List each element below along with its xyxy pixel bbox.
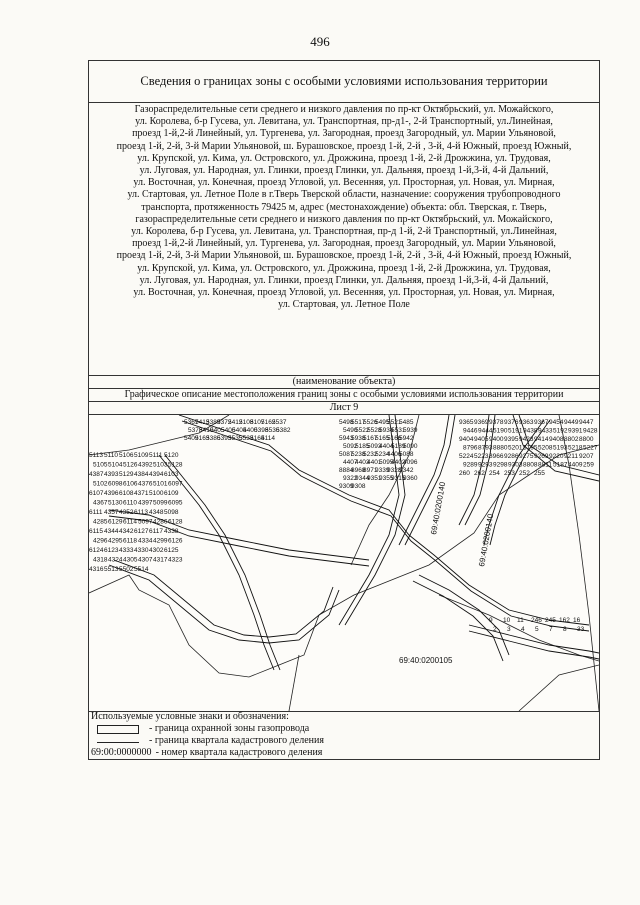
description-line: ул. Восточная, ул. Конечная, проезд Угловой, ул. Весенняя, ул. Просторная, ул. Новая, ул. Мирная,: [133, 287, 555, 299]
point-label: 5490: [343, 427, 358, 434]
point-label: 8808: [523, 461, 538, 469]
point-label: 4367: [93, 499, 108, 507]
point-label: 5943: [339, 435, 354, 442]
point-label: 4338: [164, 528, 179, 535]
point-label: 4376: [138, 480, 153, 488]
point-label: 5114: [261, 435, 275, 442]
description-line: ул. Крупской, ул. Кима, ул. Островского, ул. Дрожжина, проезд 1-й, 2-й Дрожжина, ул. Трудовая,: [137, 152, 551, 164]
point-label: 5413: [195, 419, 210, 426]
point-label: 4396: [104, 490, 119, 497]
point-label: 5535: [228, 435, 243, 442]
point-label: 4371: [134, 490, 149, 497]
point-label: 9367: [534, 419, 549, 426]
point-label: 252: [519, 470, 530, 477]
point-label: 4334: [138, 537, 153, 545]
point-label: 5531: [391, 427, 406, 434]
point-label: 5238: [351, 451, 366, 458]
point-label: 8880: [493, 444, 508, 452]
point-label: 5092: [343, 443, 358, 450]
point-label: 9404: [459, 436, 474, 443]
point-label: 5162: [261, 419, 276, 426]
point-label: 6128: [168, 518, 183, 526]
point-label: 6106: [123, 480, 138, 488]
quarter-boundary-symbol: [97, 737, 139, 743]
point-label: 5110: [104, 452, 118, 459]
point-label: 5105: [93, 461, 108, 469]
zone-boundary: [109, 565, 339, 643]
point-label: 5536: [265, 427, 280, 434]
point-label: 16: [573, 617, 581, 624]
point-label: 9449: [564, 419, 579, 426]
point-label: 5189: [391, 443, 406, 450]
point-label: 9328: [387, 467, 402, 474]
point-label: 6127: [134, 528, 149, 535]
point-label: 262: [474, 470, 485, 477]
point-label: 6123: [104, 547, 119, 554]
point-label: 4394: [149, 471, 164, 478]
description-line: проезд 1-й,2-й Линейный, ул. Тургенева, ул. Загородная, проезд Загородный, ул. Марии Ульяновой,: [132, 238, 556, 250]
point-label: 6107: [89, 490, 104, 497]
point-label: 11: [517, 617, 524, 624]
point-label: 6113: [134, 509, 148, 516]
point-label: 6109: [164, 490, 179, 497]
point-label: 6095: [168, 499, 183, 507]
point-label: 4342: [119, 528, 134, 535]
point-label: 255: [534, 470, 545, 477]
point-label: 5938: [351, 435, 366, 442]
point-label: 6115: [89, 528, 103, 535]
quarter-boundary-line: [439, 595, 599, 661]
point-label: 5208: [538, 444, 553, 452]
point-label: 9433: [538, 427, 553, 435]
point-label: 9405: [474, 436, 489, 443]
point-label: 9211: [564, 453, 578, 460]
point-label: 9289: [463, 461, 478, 469]
point-label: 5095: [379, 459, 394, 466]
object-description: [89, 102, 599, 376]
quarter-label: 69:40:0200140: [477, 513, 496, 568]
quarter-label: 69:40:0200105: [399, 656, 453, 665]
point-label: 3: [507, 626, 511, 633]
point-label: 5167: [363, 435, 378, 442]
point-label: 9414: [534, 436, 549, 443]
cadastral-map: [89, 414, 599, 712]
point-label: 5398: [254, 427, 269, 434]
description-line: ул. Королева, б-р Гусева, ул. Левитана, ул. Транспортная, пр-д1-, 2-й Транспортный, ул.Линейная,: [135, 116, 553, 128]
point-label: 5166: [387, 435, 402, 442]
point-label: 6118: [123, 537, 137, 545]
point-label: 5521: [387, 419, 402, 426]
point-label: 4286: [153, 518, 168, 526]
point-label: 4393: [104, 471, 119, 478]
point-label: 5097: [138, 518, 153, 526]
sheet-label: Лист 9: [329, 402, 359, 413]
point-label: 4305: [123, 556, 138, 564]
point-label: 4096: [403, 459, 418, 466]
description-line: ул. Крупской, ул. Кима, ул. Островского, ул. Дрожжина, проезд 1-й, 2-й Дрожжина, ул. Трудовая,: [137, 262, 551, 274]
point-label: 8884: [339, 467, 354, 474]
point-label: 9339: [375, 467, 390, 474]
map-drawing: [89, 415, 599, 711]
point-label: 5522: [355, 427, 370, 434]
point-label: 5405: [210, 427, 225, 434]
point-label: 5187: [553, 461, 568, 469]
point-label: 9269: [534, 453, 549, 460]
object-caption: (наименование объекта): [89, 376, 599, 389]
description-line: газораспределительные сети среднего и низкого давления по пр-кт Октябрьский, ул. Можайского,: [135, 213, 553, 225]
point-label: 260: [459, 470, 470, 477]
point-label: 4316: [89, 566, 104, 573]
point-label: 5191: [508, 427, 523, 435]
page-number: 496: [310, 34, 330, 49]
point-label: 9376: [504, 419, 519, 426]
point-label: 5129: [119, 471, 134, 478]
point-label: 5234: [375, 451, 390, 458]
point-label: 5526: [363, 419, 378, 426]
point-label: 9207: [579, 453, 594, 460]
point-label: 5533: [239, 435, 254, 442]
point-label: 5389: [206, 419, 221, 426]
graphic-description-title: Графическое описание местоположения границ зоны с особыми условиями использования территории: [89, 388, 599, 402]
point-label: 6126: [168, 537, 183, 545]
point-label: 5128: [168, 461, 183, 469]
point-label: 9360: [403, 475, 418, 482]
point-label: 5106: [119, 452, 134, 459]
point-label: 9363: [519, 419, 534, 426]
point-label: 5367: [184, 419, 199, 426]
legend-item-zone: [91, 723, 601, 735]
point-label: 4357: [104, 509, 119, 516]
legend-item-code: [91, 747, 601, 759]
point-label: 5: [535, 626, 539, 633]
point-label: 4348: [149, 509, 164, 516]
point-label: 5513: [104, 566, 119, 573]
point-label: 5193: [553, 444, 568, 452]
point-label: 9342: [399, 467, 414, 474]
point-label: 8811: [538, 461, 552, 469]
point-label: 6124: [89, 547, 104, 554]
point-label: 5528: [367, 427, 382, 434]
point-label: 9293: [478, 461, 493, 469]
quarter-boundary-line: [289, 655, 299, 711]
point-label: 4392: [138, 461, 153, 469]
point-label: 9400: [489, 436, 504, 443]
description-line: ул. Стартовая, ул. Летное Поле в г.Тверь Тверской области, назначение: сооружения трубопроводного: [127, 189, 561, 201]
point-label: 6129: [108, 518, 123, 526]
description-line: транспорта, протяженность 79425 м, адрес (местонахождение) объекта: обл. Тверская, г. Тверь,: [141, 201, 547, 213]
point-label: 5224: [459, 453, 474, 460]
point-label: 9378: [489, 419, 504, 426]
point-label: 9286: [504, 453, 519, 460]
description-line: ул. Луговая, ул. Народная, ул. Глинки, проезд Глинки, ул. Дальняя, проезд 1-й,3-й, 4-й Дальний,: [139, 274, 549, 286]
point-label: 4324: [108, 556, 123, 564]
point-label: 9369: [474, 419, 489, 426]
point-label: 5185: [355, 443, 370, 450]
point-label: 5099: [153, 499, 168, 507]
point-label: 6097: [168, 480, 183, 488]
point-label: 5514: [134, 566, 149, 573]
point-label: 4330: [134, 547, 149, 554]
point-label: 2: [493, 626, 497, 633]
point-label: 5517: [351, 419, 366, 426]
point-label: 9428: [583, 427, 598, 435]
point-label: 5223: [474, 453, 489, 460]
point-label: 9408: [549, 436, 564, 443]
point-label: 4402: [391, 459, 406, 466]
section-title: Сведения о границах зоны с особыми условиями использования территории: [89, 61, 599, 103]
point-label: 6098: [108, 480, 123, 488]
legend-item-text: - номер квартала кадастрового деления: [155, 747, 323, 758]
point-label: 5410: [199, 427, 214, 434]
point-label: 5088: [399, 451, 414, 458]
point-label: 5101: [153, 480, 168, 488]
point-label: 9355: [379, 475, 394, 482]
point-label: 5107: [250, 419, 265, 426]
point-label: 9220: [549, 453, 564, 460]
legend: [89, 711, 601, 759]
point-label: 9298: [493, 461, 508, 469]
point-label: 5400: [243, 427, 258, 434]
point-label: 5386: [206, 435, 221, 442]
point-label: 8793: [478, 444, 493, 452]
point-label: 5113: [89, 452, 103, 459]
point-label: 4: [521, 626, 525, 633]
point-label: 5192: [553, 427, 568, 435]
point-label: 4384: [134, 471, 149, 478]
point-label: 5165: [375, 435, 390, 442]
point-label: 9: [489, 617, 493, 624]
point-label: 5087: [339, 451, 354, 458]
point-label: 5218: [568, 444, 583, 452]
point-label: 9303: [508, 461, 523, 469]
point-label: 5164: [250, 435, 265, 442]
point-label: 4317: [153, 556, 168, 564]
point-label: 9438: [523, 427, 538, 435]
description-line: проезд 1-й,2-й Линейный, ул. Тургенева, ул. Загородная, проезд Загородный, ул. Марии Ульяновой,: [132, 128, 556, 140]
legend-item-text: - граница квартала кадастрового деления: [149, 735, 324, 746]
point-label: 9391: [568, 427, 583, 435]
description-line: Газораспределительные сети среднего и низкого давления по пр-кт Октябрьский, ул. Можайского,: [134, 104, 554, 115]
point-label: 4296: [93, 537, 108, 545]
point-label: 4285: [93, 518, 108, 526]
point-label: 5412: [228, 419, 243, 426]
point-label: 5495: [375, 419, 390, 426]
point-label: 4401: [367, 459, 382, 466]
point-label: 5090: [403, 443, 418, 450]
description-line: ул. Королева, б-р Гусева, ул. Левитана, ул. Транспортная, пр-д 1-й, 2-й Транспортный, ул.Линейная,: [131, 226, 557, 238]
description-line: ул. Стартовая, ул. Летное Поле: [278, 299, 410, 311]
point-label: 9308: [351, 483, 366, 490]
point-label: 4344: [104, 528, 119, 535]
point-label: 4307: [138, 556, 153, 564]
point-label: 246: [531, 617, 542, 624]
point-label: 4406: [387, 451, 402, 458]
point-label: 5120: [164, 452, 179, 459]
point-label: 4409: [568, 461, 583, 469]
point-label: 8966: [489, 453, 504, 460]
point-label: 254: [489, 470, 500, 477]
point-label: 5537: [272, 419, 287, 426]
point-label: 5201: [508, 444, 523, 452]
point-label: 6111: [89, 509, 103, 516]
point-label: 8971: [363, 467, 378, 474]
point-label: 9275: [519, 453, 534, 460]
point-label: 5502: [119, 566, 134, 573]
point-label: 5232: [363, 451, 378, 458]
legend-item-text: - граница охранной зоны газопровода: [149, 723, 310, 734]
point-label: 4302: [149, 547, 164, 554]
point-label: 9315: [391, 475, 406, 482]
point-label: 4323: [168, 556, 183, 564]
point-label: 5109: [134, 452, 149, 459]
quarter-code-sample: 69:00:0000000: [91, 747, 152, 758]
point-label: 9447: [579, 419, 594, 426]
point-label: 5102: [93, 480, 108, 488]
point-label: 6114: [123, 518, 137, 526]
point-label: 9344: [355, 475, 370, 482]
point-label: 9322: [343, 475, 358, 482]
point-label: 5126: [123, 461, 138, 469]
point-label: 5108: [239, 419, 254, 426]
description-line: проезд 1-й, 2-й, 3-й Марии Ульяновой, ш. Бурашовское, проезд 1-й, 2-й , 3-й, 4-й Южный, проезд Южный,: [116, 250, 572, 262]
point-label: 5372: [217, 419, 232, 426]
point-label: 5195: [523, 444, 538, 452]
point-label: 259: [583, 461, 594, 469]
point-label: 5942: [399, 435, 414, 442]
point-label: 9446: [463, 427, 478, 435]
point-label: 5227: [583, 444, 598, 452]
point-label: 8968: [351, 467, 366, 474]
point-label: 4403: [355, 459, 370, 466]
point-label: 5404: [232, 427, 247, 434]
point-label: 5939: [403, 427, 418, 434]
point-label: 9423: [519, 436, 534, 443]
legend-item-quarter: [91, 735, 601, 747]
point-label: 6108: [119, 490, 134, 497]
quarter-boundary-line: [519, 665, 599, 711]
description-line: проезд 1-й, 2-й, 3-й Марии Ульяновой, ш. Бурашовское, проезд 1-й, 2-й , 3-й, 4-й Южный, проезд Южный,: [116, 140, 572, 152]
point-label: 5485: [399, 419, 414, 426]
point-label: 8802: [564, 436, 579, 443]
description-line: ул. Восточная, ул. Конечная, проезд Угловой, ул. Весенняя, ул. Просторная, ул. Новая, ул. Мирная,: [133, 177, 555, 189]
point-label: 33: [577, 626, 585, 633]
point-label: 10: [503, 617, 511, 624]
description-line: ул. Луговая, ул. Народная, ул. Глинки, проезд Глинки, ул. Дальняя, проезд 1-й,3-й, 4-й Дальний,: [139, 165, 549, 177]
point-label: 5393: [217, 435, 232, 442]
point-label: 5098: [164, 509, 179, 516]
point-label: 9351: [367, 475, 382, 482]
point-label: 4299: [153, 537, 168, 545]
point-label: 5093: [367, 443, 382, 450]
point-label: 9454: [549, 419, 564, 426]
point-label: 5103: [153, 461, 168, 469]
point-label: 5130: [108, 499, 123, 507]
point-label: 9395: [504, 436, 519, 443]
point-label: 4352: [119, 509, 134, 516]
point-label: 253: [504, 470, 515, 477]
point-label: 6103: [164, 471, 179, 478]
zone-boundary-symbol: [97, 725, 139, 734]
point-label: 5409: [184, 435, 199, 442]
legend-heading: Используемые условные знаки и обозначения:: [91, 711, 289, 722]
quarter-label: 69:40:0200140: [429, 481, 448, 536]
point-label: 9365: [459, 419, 474, 426]
point-label: 6110: [123, 499, 137, 507]
point-label: 9444: [478, 427, 493, 435]
point-label: 8796: [463, 444, 478, 452]
point-label: 5111: [149, 452, 163, 459]
point-label: 5382: [276, 427, 291, 434]
point-label: 5406: [221, 427, 236, 434]
point-label: 9309: [339, 483, 354, 490]
point-label: 8800: [579, 436, 594, 443]
point-label: 162: [559, 617, 570, 624]
point-label: 5163: [195, 435, 210, 442]
point-label: 4387: [89, 471, 104, 478]
point-label: 7: [549, 626, 553, 633]
point-label: 4404: [379, 443, 394, 450]
point-label: 5104: [108, 461, 123, 469]
point-label: 4295: [108, 537, 123, 545]
point-label: 4397: [138, 499, 153, 507]
point-label: 5100: [149, 490, 164, 497]
point-label: 5498: [339, 419, 354, 426]
point-label: 4407: [343, 459, 358, 466]
point-label: 245: [545, 617, 556, 624]
point-label: 4333: [119, 547, 134, 554]
point-label: 5378: [188, 427, 203, 434]
point-label: 8: [563, 626, 567, 633]
point-label: 6125: [164, 547, 179, 554]
point-label: 6117: [149, 528, 163, 535]
document-frame: [88, 60, 600, 760]
point-label: 4318: [93, 556, 108, 564]
point-label: 5190: [493, 427, 508, 435]
point-label: 5934: [379, 427, 394, 434]
